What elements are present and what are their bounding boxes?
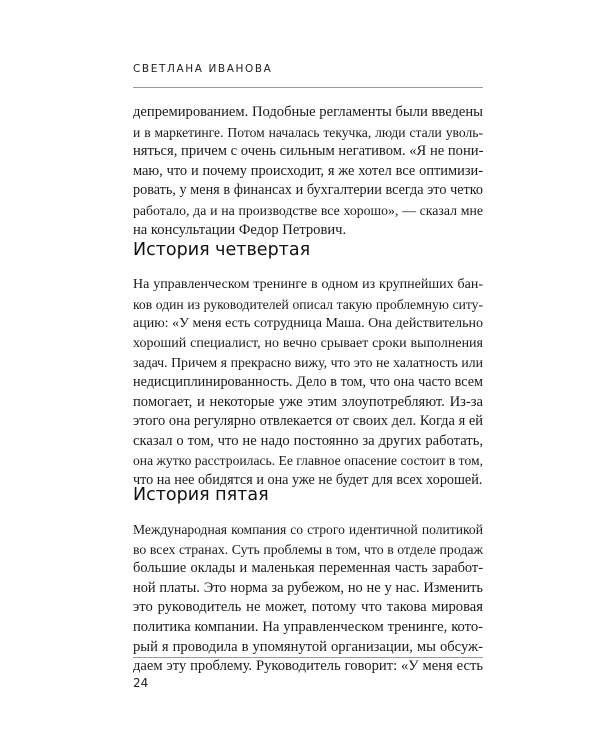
paragraph-line: она жутко расстроилась. Ее главное опасение состоит в том, [133, 453, 483, 469]
section-heading-story-four: История четвертая [133, 240, 311, 260]
section-heading-story-five: История пятая [133, 485, 269, 505]
paragraph-line: ацию: «У меня есть сотрудница Маша. Она действительно [133, 316, 483, 332]
paragraph-line: на консультации Федор Петрович. [133, 221, 347, 238]
paragraph-line: няться, причем с очень сильным негативом. «Я не пони- [133, 143, 483, 160]
paragraph-line: помогает, и некоторые уже этим злоупотребляют. Из-за [133, 393, 483, 410]
paragraph-line: рый я проводила в упомянутой организации, мы обсуж- [133, 638, 483, 655]
paragraph-line: это руководитель не может, потому что такова мировая [133, 599, 483, 616]
paragraph-line: большие оклады и маленькая переменная часть заработ- [133, 560, 483, 577]
paragraph-line: На управленческом тренинге в одном из крупнейших бан- [133, 277, 483, 292]
paragraph-line: депремированием. Подобные регламенты были введены [133, 104, 483, 120]
paragraph-line: даем эту проблему. Руководитель говорит: «У меня есть [133, 658, 483, 675]
paragraph-line: хороший специалист, но вечно срывает сроки выполнения [133, 335, 483, 351]
paragraph-line: ровать, у меня в финансах и бухгалтерии всегда это четко [133, 182, 483, 199]
page-number: 24 [133, 676, 149, 690]
paragraph-line: во всех странах. Суть проблемы в том, что в отделе продаж [133, 541, 483, 557]
story-four-paragraph [133, 275, 483, 491]
paragraph-line: Международная компания со строго идентичной политикой [133, 522, 483, 537]
story-five-paragraph [133, 520, 483, 677]
paragraph-line: ной платы. Это норма за рубежом, но не у нас. Изменить [133, 579, 483, 596]
paragraph-line: недисциплинированность. Дело в том, что она часто всем [133, 373, 483, 390]
paragraph-line: сказал о том, что не надо постоянно за других работать, [133, 432, 483, 449]
paragraph-line: работало, да и на производстве все хорошо», — сказал мне [133, 202, 483, 218]
running-head-author: СВЕТЛАНА ИВАНОВА [133, 63, 273, 75]
paragraph-line: что на нее обидятся и она уже не будет для всех хорошей. [133, 471, 483, 488]
footer-rule [133, 657, 483, 658]
paragraph-line: и в маркетинге. Потом началась текучка, люди стали уволь- [133, 124, 483, 140]
paragraph-line: политика компании. На управленческом тренинге, кото- [133, 618, 483, 635]
paragraph-line: маю, что и почему происходит, я же хотел все оптимизи- [133, 162, 483, 179]
paragraph-line: этого она регулярно отвлекается от своих дел. Когда я ей [133, 413, 483, 430]
header-rule [133, 87, 483, 88]
intro-paragraph [133, 103, 483, 240]
paragraph-line: ков один из руководителей описал такую проблемную ситу- [133, 296, 483, 312]
paragraph-line: задач. Причем я прекрасно вижу, что это не халатность или [133, 355, 483, 371]
